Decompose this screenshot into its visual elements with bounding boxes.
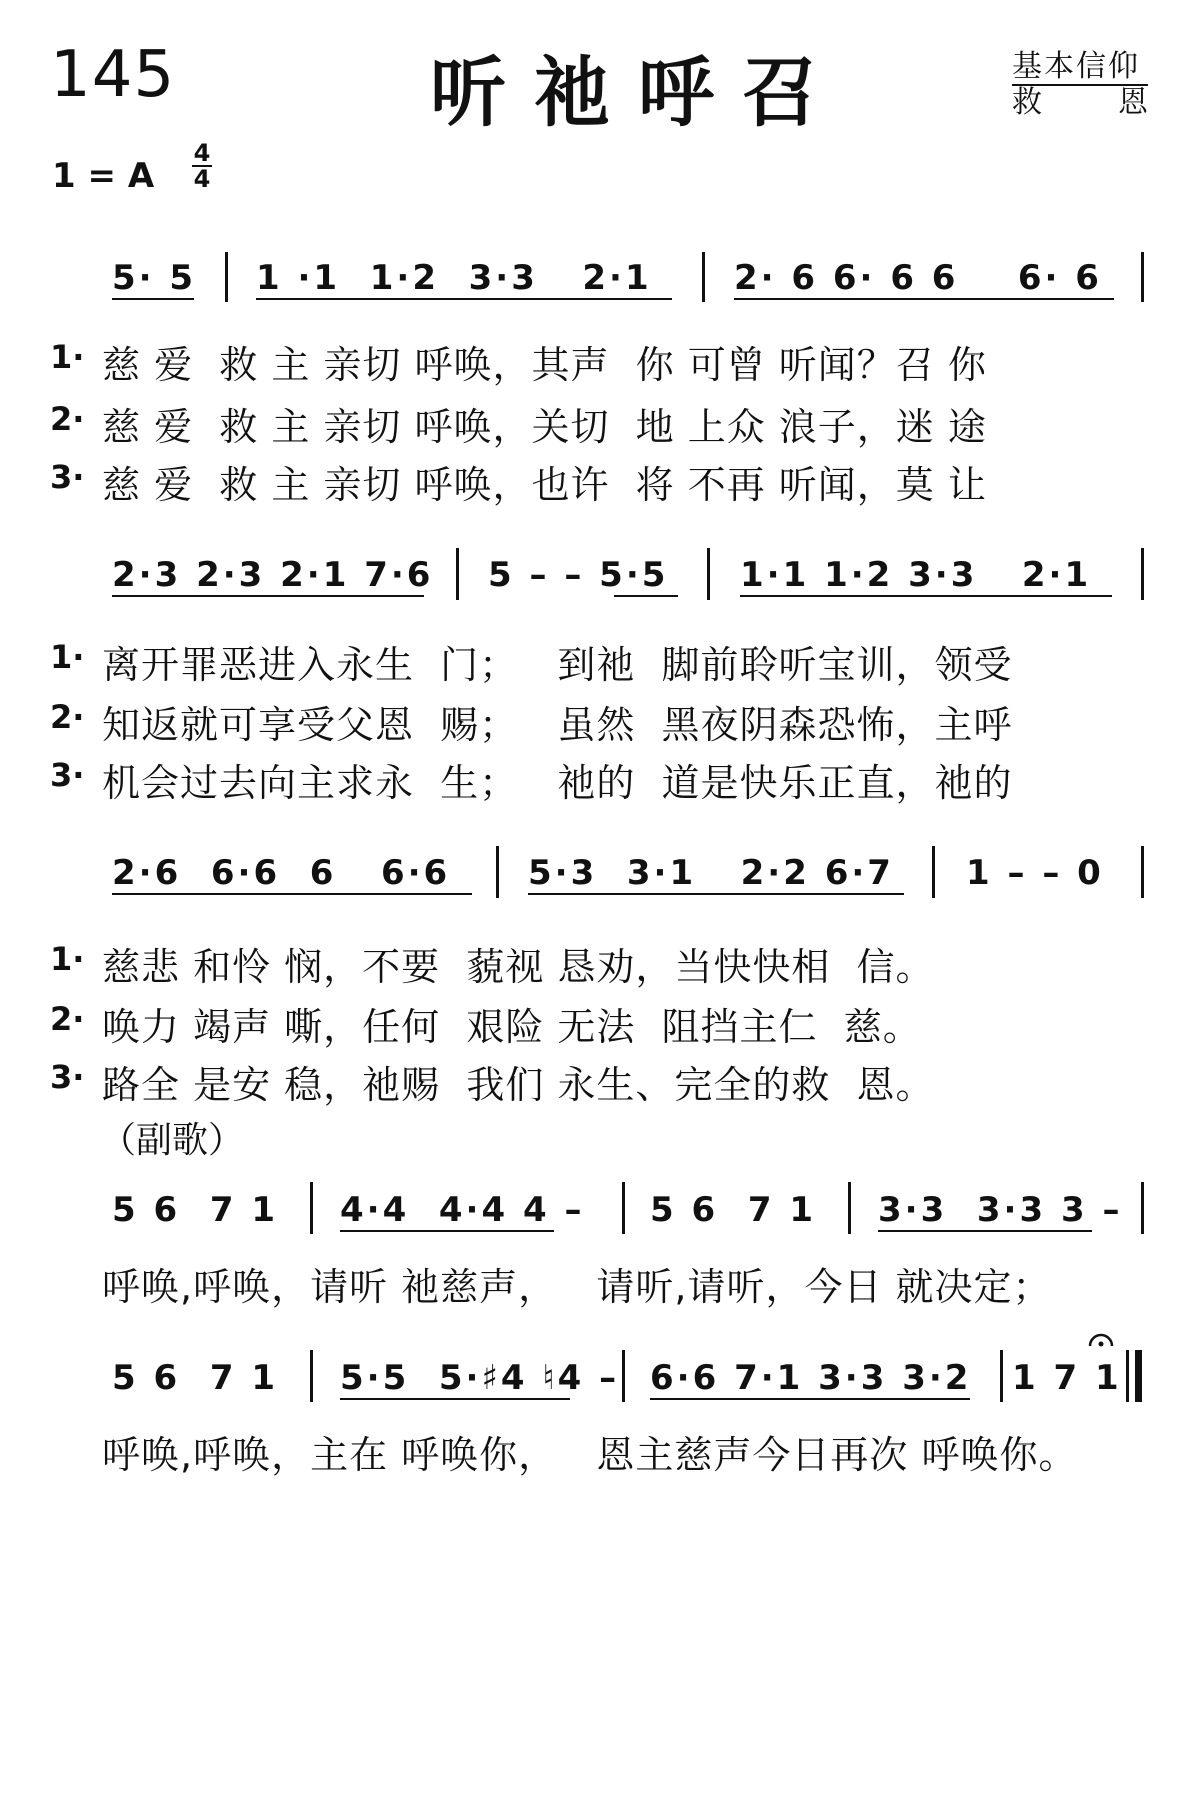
notation-measure: 5· 5 [112,258,197,298]
category-main: 基本信仰 [1012,52,1148,86]
beam-underline [112,893,472,895]
barline [1141,846,1144,898]
beam-underline [112,595,424,597]
barline [932,846,935,898]
barline [496,846,499,898]
notation-measure: 1·1 1·2 3·3 2·1 [740,555,1092,595]
lyric-line: 离开罪恶进入永生 门； 到祂 脚前聆听宝训，领受 [102,643,1013,687]
barline [456,548,459,600]
verse-number: 1· [50,638,85,676]
beam-underline [112,298,194,300]
verse-number: 3· [50,756,85,794]
verse-number: 3· [50,458,85,496]
barline [622,1182,625,1234]
lyric-line: 唤力 竭声 嘶，任何 艰险 无法 阻挡主仁 慈。 [102,1005,922,1049]
barline [622,1350,625,1402]
barline [1141,252,1144,302]
barline [1141,548,1144,600]
notation-measure: 2·3 2·3 2·1 7·6 [112,555,434,595]
lyric-line: 路全 是安 稳，祂赐 我们 永生、完全的救 恩。 [102,1063,935,1107]
refrain-lyric-line: 呼唤,呼唤，主在 呼唤你， 恩主慈声今日再次 呼唤你。 [102,1433,1078,1477]
refrain-lyric-line: 呼唤,呼唤，请听 祂慈声， 请听,请听，今日 就决定； [102,1265,1052,1309]
barline [1000,1350,1003,1402]
barline [225,252,228,302]
notation-measure: 1 ·1 1·2 3·3 2·1 [256,258,652,298]
key-signature: 1 = A [52,156,155,196]
time-signature-bottom: 4 [193,165,211,193]
barline [848,1182,851,1234]
verse-number: 1· [50,338,85,376]
notation-measure: 5 6 7 1 [112,1358,278,1398]
time-signature [192,141,212,191]
category-label [1012,49,1148,120]
beam-underline [614,595,678,597]
category-sub-b: 恩 [1118,85,1148,120]
lyric-line: 慈 爱 救 主 亲切 呼唤，关切 地 上众 浪子，迷 途 [102,405,987,449]
notation-measure: 5 – – 5·5 [488,555,669,595]
verse-number: 3· [50,1058,85,1096]
beam-underline [650,1398,970,1400]
notation-measure: 6·6 7·1 3·3 3·2 [650,1358,972,1398]
lyric-line: 慈 爱 救 主 亲切 呼唤，其声 你 可曾 听闻？召 你 [102,343,987,387]
notation-measure: 5·5 5·♯4 ♮4 – [340,1358,620,1398]
final-barline-thick [1135,1350,1142,1402]
beam-underline [340,1230,554,1232]
notation-measure: 2· 6 6· 6 6 6· 6 [734,258,1102,298]
notation-measure: 1 7 1 [1012,1358,1122,1398]
barline [310,1182,313,1234]
lyric-line: 慈悲 和怜 悯，不要 藐视 恳劝，当快快相 信。 [102,945,935,989]
hymn-number: 145 [50,38,176,112]
notation-measure: 5 6 7 1 [650,1190,816,1230]
time-signature-top: 4 [193,139,211,167]
verse-number: 1· [50,940,85,978]
beam-underline [740,595,1112,597]
barline [310,1350,313,1402]
beam-underline [256,298,672,300]
refrain-label: （副歌） [100,1120,245,1161]
final-barline-thin [1126,1350,1129,1402]
beam-underline [878,1230,1092,1232]
notation-measure: 5·3 3·1 2·2 6·7 [528,853,894,893]
notation-measure: 5 6 7 1 [112,1190,278,1230]
barline [1141,1182,1144,1234]
beam-underline [734,298,1114,300]
beam-underline [528,893,904,895]
verse-number: 2· [50,1000,85,1038]
category-sub [1012,86,1148,118]
notation-measure: 4·4 4·4 4 – [340,1190,585,1230]
lyric-line: 机会过去向主求永 生； 祂的 道是快乐正直，祂的 [102,761,1013,805]
category-sub-a: 救 [1012,85,1042,120]
notation-measure: 2·6 6·6 6 6·6 [112,853,451,893]
fermata-icon [1088,1332,1114,1348]
verse-number: 2· [50,698,85,736]
verse-number: 2· [50,400,85,438]
lyric-line: 慈 爱 救 主 亲切 呼唤，也许 将 不再 听闻，莫 让 [102,463,987,507]
beam-underline [340,1398,570,1400]
barline [702,252,705,302]
notation-measure: 1 – – 0 [966,853,1104,893]
barline [707,548,710,600]
hymn-title: 听祂呼召 [430,48,846,137]
notation-measure: 3·3 3·3 3 – [878,1190,1123,1230]
lyric-line: 知返就可享受父恩 赐； 虽然 黑夜阴森恐怖，主呼 [102,703,1013,747]
